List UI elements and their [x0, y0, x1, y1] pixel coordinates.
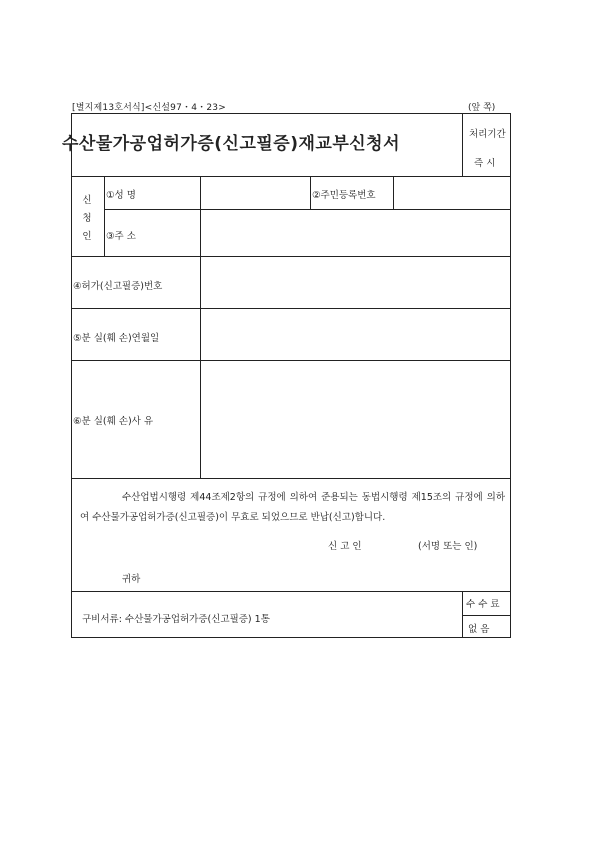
applicant-signature-label: 신 고 인 [328, 541, 362, 552]
name-field[interactable] [201, 177, 309, 208]
loss-date-label: ⑤분 실(훼 손)연월일 [73, 333, 160, 344]
applicant-group-char-2: 청 [82, 213, 92, 224]
applicant-group-char-1: 신 [82, 195, 92, 206]
rule-fee-left [462, 591, 463, 638]
rule-declaration-bottom [71, 591, 511, 592]
page-side-label: (앞 쪽) [468, 103, 496, 113]
rrn-label: ②주민등록번호 [312, 190, 376, 201]
loss-reason-label: ⑥분 실(훼 손)사 유 [73, 416, 154, 427]
name-label: ①성 명 [106, 190, 136, 201]
processing-period-value: 즉 시 [474, 158, 496, 169]
rrn-field[interactable] [394, 177, 510, 208]
signature-hint: (서명 또는 인) [418, 541, 478, 552]
loss-date-field[interactable] [201, 309, 510, 359]
rule-group-right [104, 176, 105, 256]
address-label: ③주 소 [106, 231, 136, 242]
license-number-label: ④허가(신고필증)번호 [73, 281, 163, 292]
form-title: 수산물가공업허가증(신고필증)재교부신청서 [61, 134, 401, 154]
applicant-group-char-3: 인 [82, 231, 92, 242]
declaration-text: 수산업법시행령 제44조제2항의 규정에 의하여 준용되는 동법시행령 제15조의 규정에 의하여 수산물가공업허가증(신고필증)이 무효로 되었으므로 반납(신고)합니다. [80, 492, 505, 523]
form-number: [별지제13호서식]<신설97・4・23> [72, 103, 226, 113]
fee-label: 수 수 료 [466, 599, 500, 610]
rule-fee-split [462, 615, 511, 616]
license-number-field[interactable] [201, 257, 510, 307]
fee-value: 없 음 [468, 624, 490, 635]
processing-period-label: 처리기간 [469, 129, 506, 140]
required-documents: 구비서류: 수산물가공업허가증(신고필증) 1통 [82, 614, 270, 625]
rule-reason-bottom [71, 478, 511, 479]
rule-title-right [462, 113, 463, 176]
rule-name-right [310, 176, 311, 209]
addressee-label: 귀하 [122, 574, 141, 585]
address-field[interactable] [201, 210, 510, 255]
loss-reason-field[interactable] [201, 361, 510, 477]
